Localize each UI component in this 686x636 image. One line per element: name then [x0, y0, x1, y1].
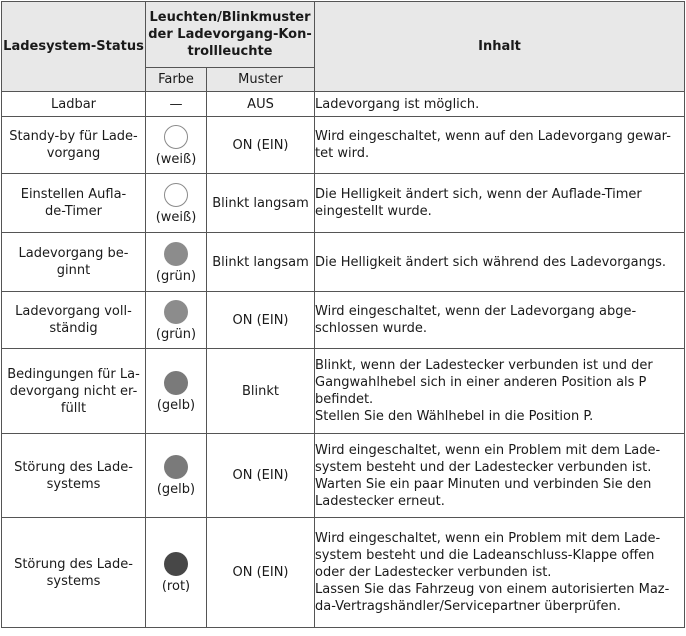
status-cell: Störung des Lade- systems — [2, 518, 146, 628]
content-cell: Die Helligkeit ändert sich während des Ladevorgangs. — [315, 233, 685, 292]
color-cell — [146, 434, 207, 518]
indicator-lamp-icon — [164, 552, 188, 576]
status-cell: Standy-by für Lade- vorgang — [2, 117, 146, 174]
content-cell: Wird eingeschaltet, wenn ein Problem mit dem Lade- system besteht und die Ladeanschluss-Klappe offen oder der Ladestecker verbunden ist. Lassen Sie das Fahrzeug von einem autorisierten Maz- da-Vertragshändler/Servicepartner überprüfen. — [315, 518, 685, 628]
color-label: (rot) — [161, 579, 191, 594]
color-label: (gelb) — [156, 482, 196, 497]
color-label: (weiß) — [155, 151, 197, 167]
status-cell: Bedingungen für La- devorgang nicht er- füllt — [2, 349, 146, 434]
pattern-cell: Blinkt — [207, 349, 315, 434]
color-label: — — [169, 96, 183, 112]
indicator-lamp-icon — [164, 300, 188, 324]
content-cell: Ladevorgang ist möglich. — [315, 92, 685, 117]
table-row — [2, 434, 685, 518]
color-cell — [146, 349, 207, 434]
pattern-cell: ON (EIN) — [207, 292, 315, 349]
pattern-cell: ON (EIN) — [207, 518, 315, 628]
indicator-lamp-icon — [164, 455, 188, 479]
header-content: Inhalt — [315, 2, 685, 92]
color-label: (grün) — [155, 326, 197, 342]
content-cell: Wird eingeschaltet, wenn der Ladevorgang abge- schlossen wurde. — [315, 292, 685, 349]
status-cell: Störung des Lade- systems — [2, 434, 146, 518]
table-row — [2, 518, 685, 628]
indicator-lamp-icon — [164, 242, 188, 266]
table-row — [2, 292, 685, 349]
color-cell — [146, 518, 207, 628]
table-row — [2, 233, 685, 292]
content-cell: Die Helligkeit ändert sich, wenn der Auflade-Timer eingestellt wurde. — [315, 174, 685, 233]
header-status: Ladesystem-Status — [2, 2, 146, 92]
content-cell: Wird eingeschaltet, wenn ein Problem mit dem Lade- system besteht und der Ladestecker verbunden ist. Warten Sie ein paar Minuten und verbinden Sie den Ladestecker erneut. — [315, 434, 685, 518]
table-row — [2, 117, 685, 174]
color-cell — [146, 117, 207, 174]
status-cell: Ladbar — [2, 92, 146, 117]
indicator-lamp-icon — [164, 183, 188, 207]
charging-status-table — [1, 1, 685, 628]
color-cell — [146, 233, 207, 292]
pattern-cell: AUS — [207, 92, 315, 117]
pattern-cell: Blinkt langsam — [207, 174, 315, 233]
header-pattern: Muster — [207, 68, 315, 92]
color-cell — [146, 174, 207, 233]
indicator-lamp-icon — [164, 125, 188, 149]
status-cell: Einstellen Aufla- de-Timer — [2, 174, 146, 233]
content-cell: Blinkt, wenn der Ladestecker verbunden ist und der Gangwahlhebel sich in einer anderen Position als P befindet. Stellen Sie den Wählhebel in die Position P. — [315, 349, 685, 434]
content-cell: Wird eingeschaltet, wenn auf den Ladevorgang gewar- tet wird. — [315, 117, 685, 174]
color-label: (weiß) — [155, 209, 197, 225]
header-color: Farbe — [146, 68, 207, 92]
color-cell — [146, 92, 207, 117]
pattern-cell: ON (EIN) — [207, 117, 315, 174]
header-lamp-group: Leuchten/Blinkmuster der Ladevorgang-Kon- trollleuchte — [146, 2, 315, 68]
table-row — [2, 174, 685, 233]
color-label: (grün) — [155, 268, 197, 284]
table-row — [2, 92, 685, 117]
color-label: (gelb) — [156, 397, 196, 413]
pattern-cell: ON (EIN) — [207, 434, 315, 518]
color-cell — [146, 292, 207, 349]
status-cell: Ladevorgang voll- ständig — [2, 292, 146, 349]
pattern-cell: Blinkt langsam — [207, 233, 315, 292]
status-cell: Ladevorgang be- ginnt — [2, 233, 146, 292]
indicator-lamp-icon — [164, 371, 188, 395]
table-row — [2, 349, 685, 434]
